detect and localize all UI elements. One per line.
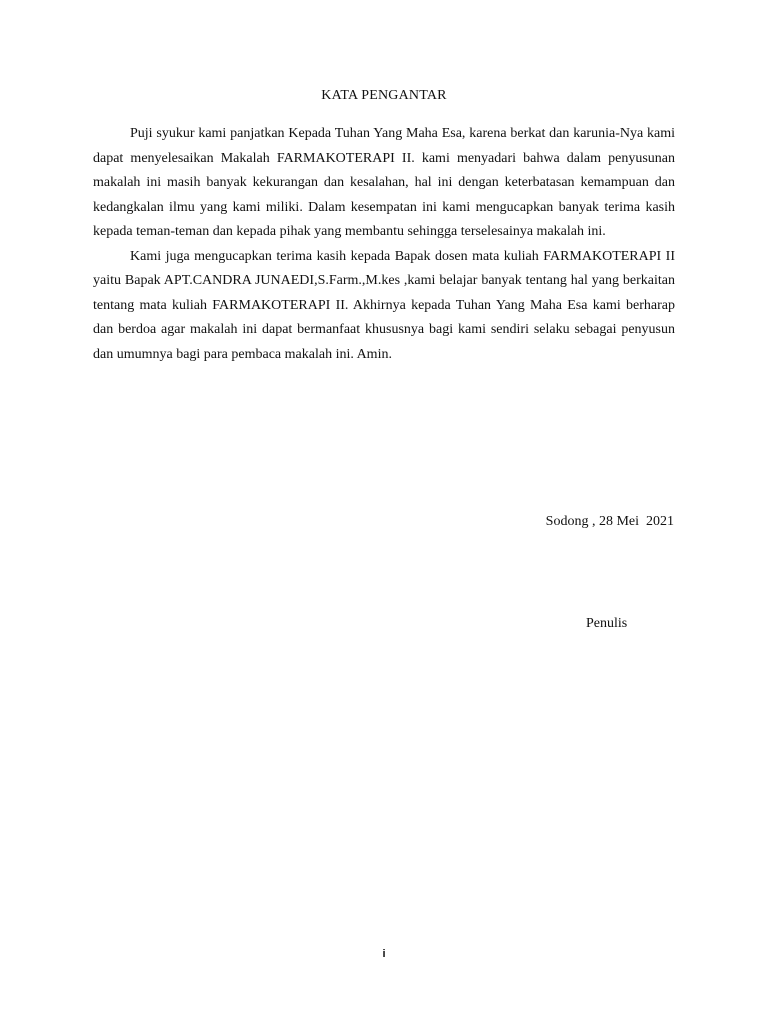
paragraph-2: Kami juga mengucapkan terima kasih kepada Bapak dosen mata kuliah FARMAKOTERAPI II yaitu Bapak APT.CANDRA JUNAEDI,S.Farm.,M.kes ,kami belajar banyak tentang hal yang berkaitan tentang mata kuliah FARMAKOTERAPI II. Akhirnya kepada Tuhan Yang Maha Esa kami berharap dan berdoa agar makalah ini dapat bermanfaat khususnya bagi kami sendiri selaku sebagai penyusun dan umumnya bagi para pembaca makalah ini. Amin. [93,248,675,362]
author-signature: Penulis [586,616,628,631]
page-title: KATA PENGANTAR [321,88,447,103]
place-date: Sodong , 28 Mei 2021 [545,514,674,529]
foreword-body [93,122,675,367]
page-number: i [382,948,386,960]
paragraph-1: Puji syukur kami panjatkan Kepada Tuhan Yang Maha Esa, karena berkat dan karunia-Nya kami dapat menyelesaikan Makalah FARMAKOTERAPI II. kami menyadari bahwa dalam penyusunan makalah ini masih banyak kekurangan dan kesalahan, hal ini dengan keterbatasan kemampuan dan kedangkalan ilmu yang kami miliki. Dalam kesempatan ini kami mengucapkan banyak terima kasih kepada teman-teman dan kepada pihak yang membantu sehingga terselesainya makalah ini. [93,126,675,239]
